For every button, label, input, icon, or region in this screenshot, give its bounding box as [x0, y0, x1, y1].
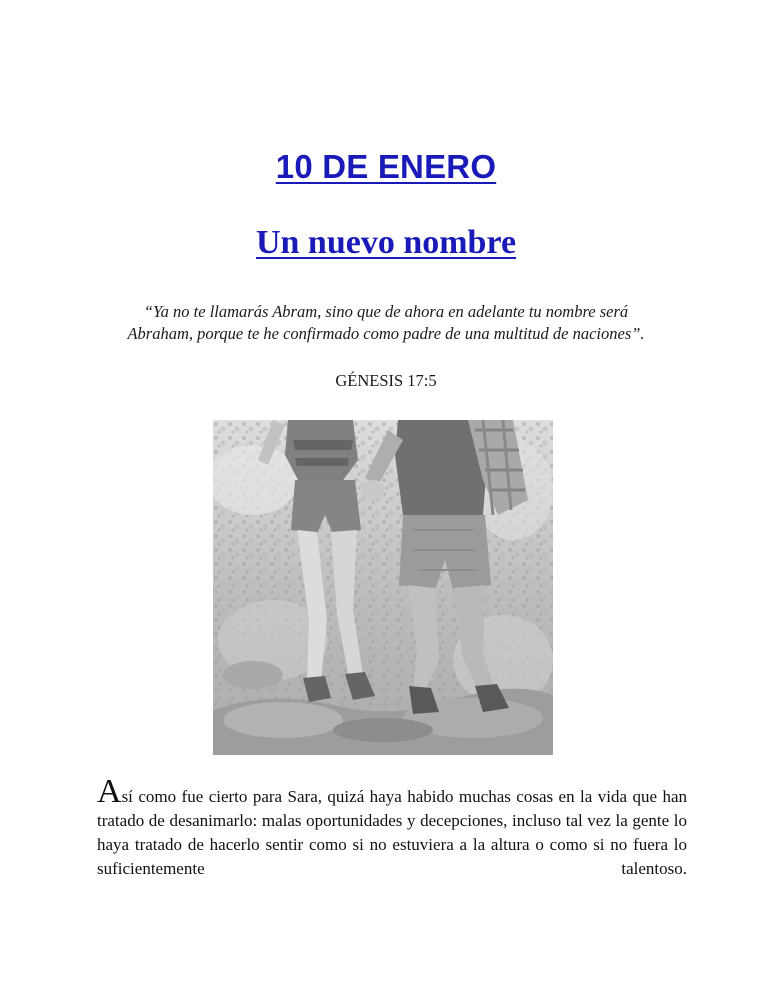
couple-walking-illustration	[213, 420, 553, 755]
body-text-content: sí como fue cierto para Sara, quizá haya habido muchas cosas en la vida que han tratado de desanimarlo: malas oportunidades y decepciones, incluso tal vez la gente lo haya tratado de hacerlo sentir como si no estuviera a la altura o como si no fuera lo suficientemente talentoso.	[97, 787, 687, 878]
date-heading[interactable]: 10 DE ENERO	[275, 148, 497, 185]
bible-verse: “Ya no te llamarás Abram, sino que de ahora en adelante tu nombre será Abraham, porque te he confirmado como padre de una multitud de naciones”.	[127, 302, 645, 343]
drop-cap-letter: A	[97, 773, 122, 810]
couple-walking-photo	[213, 420, 553, 755]
verse-reference: GÉNESIS 17:5	[335, 371, 437, 390]
page-title[interactable]: Un nuevo nombre	[255, 224, 517, 261]
devotional-body	[97, 773, 687, 881]
